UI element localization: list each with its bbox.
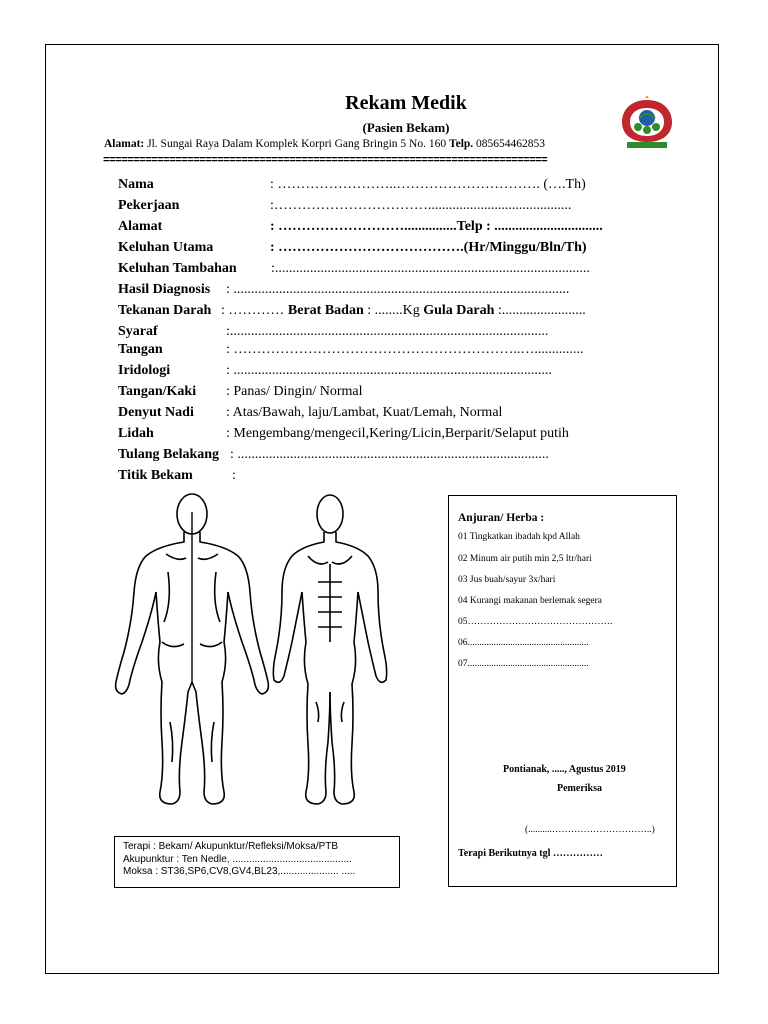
clinic-logo-icon [617, 96, 677, 150]
tekanan-darah-label: Tekanan Darah [118, 303, 212, 318]
body-front-diagram-icon [268, 492, 393, 810]
header-divider: ========================================================================== [103, 155, 548, 167]
tekanan-darah-value [221, 303, 586, 319]
hasil-diagnosis-value: : ................................................................................................ [226, 282, 570, 297]
field-nama [118, 177, 154, 193]
syaraf-value: :........................................................................................... [226, 324, 549, 339]
body-back-diagram-icon [112, 492, 272, 810]
field-pekerjaan [118, 198, 179, 214]
field-tangan-kaki [118, 384, 196, 400]
gula-darah-label: Gula Darah [423, 303, 495, 318]
alamat-label: Alamat [118, 219, 163, 234]
terapi-box [114, 836, 400, 888]
anjuran-item: 07................................................... [458, 659, 589, 669]
pekerjaan-value: :……………………………......................................... [270, 198, 572, 213]
tangan-value: : ……………………………………………………..….............. [226, 342, 584, 357]
gula-darah-value: :........................ [494, 303, 586, 318]
terapi-line: Terapi : Bekam/ Akupunktur/Refleksi/Moksa/PTB [123, 841, 339, 852]
titik-bekam-label: Titik Bekam [118, 468, 193, 483]
hasil-diagnosis-label: Hasil Diagnosis [118, 282, 211, 297]
tangan-label: Tangan [118, 342, 163, 357]
keluhan-utama-value: : ………………………………….(Hr/Minggu/Bln/Th) [270, 240, 587, 255]
anjuran-herba-box [448, 495, 677, 887]
alamat-value: : ………………………...............Telp : ............................... [270, 219, 603, 234]
field-lidah [118, 426, 154, 442]
tekanan-darah-dots: : ………… [221, 303, 288, 318]
lidah-value: : Mengembang/mengecil,Kering/Licin,Berparit/Selaput putih [226, 426, 569, 441]
titik-bekam-value: : [232, 468, 236, 483]
field-keluhan-utama [118, 240, 213, 256]
field-tulang-belakang [118, 447, 219, 463]
anjuran-item: 06................................................... [458, 638, 589, 648]
terapi-berikutnya [458, 848, 603, 859]
anjuran-title: Anjuran/ Herba : [458, 512, 545, 524]
field-keluhan-tambahan [118, 261, 237, 277]
terapi-berikutnya-text: Terapi Berikutnya tgl …………… [458, 848, 603, 859]
denyut-nadi-value: : Atas/Bawah, laju/Lambat, Kuat/Lemah, Normal [226, 405, 503, 420]
anjuran-item: 03 Jus buah/sayur 3x/hari [458, 575, 556, 585]
berat-badan-value: : ........Kg [363, 303, 424, 318]
tulang-belakang-value: : ......................................................................................... [230, 447, 549, 462]
phone-label: Telp. [448, 138, 474, 150]
field-titik-bekam [118, 468, 193, 484]
field-hasil-diagnosis [118, 282, 210, 298]
keluhan-tambahan-value: :.......................................................................................... [271, 261, 590, 276]
signature-line: (..........…………………………..) [525, 825, 655, 835]
address-label: Alamat: [104, 138, 145, 150]
address-text: Jl. Sungai Raya Dalam Komplek Korpri Gang Bringin 5 No. 160 [147, 138, 447, 150]
field-iridologi [118, 363, 170, 379]
anjuran-item: 01 Tingkatkan ibadah kpd Allah [458, 532, 580, 542]
anjuran-item: 05………………………………………. [458, 617, 613, 627]
iridologi-value: : ........................................................................................... [226, 363, 552, 378]
field-alamat [118, 219, 162, 235]
nama-label: Nama [118, 177, 154, 192]
field-tekanan-darah [118, 303, 211, 319]
field-denyut-nadi [118, 405, 194, 421]
tulang-belakang-label: Tulang Belakang [118, 447, 220, 462]
denyut-nadi-label: Denyut Nadi [118, 405, 194, 420]
syaraf-label: Syaraf [118, 324, 158, 339]
anjuran-item: 02 Minum air putih min 2,5 ltr/hari [458, 554, 592, 564]
phone-number: 085654462853 [476, 138, 546, 150]
anjuran-item: 04 Kurangi makanan berlemak segera [458, 596, 603, 606]
pemeriksa-label: Pemeriksa [557, 783, 602, 794]
page-subtitle: (Pasien Bekam) [362, 120, 450, 135]
tangan-kaki-label: Tangan/Kaki [118, 384, 197, 399]
keluhan-utama-label: Keluhan Utama [118, 240, 214, 255]
place-date: Pontianak, ....., Agustus 2019 [503, 764, 626, 775]
pekerjaan-label: Pekerjaan [118, 198, 180, 213]
field-syaraf [118, 324, 158, 340]
iridologi-label: Iridologi [118, 363, 171, 378]
moksa-line: Moksa : ST36,SP6,CV8,GV4,BL23,..................... ..... [123, 866, 356, 877]
address-line [104, 138, 545, 150]
berat-badan-label: Berat Badan [287, 303, 364, 318]
lidah-label: Lidah [118, 426, 154, 441]
akupunktur-line: Akupunktur : Ten Nedle, ........................................... [123, 853, 352, 865]
tangan-kaki-value: : Panas/ Dingin/ Normal [226, 384, 363, 399]
nama-value: : ……………………..…………………………. (….Th) [270, 177, 586, 192]
field-tangan [118, 342, 163, 358]
keluhan-tambahan-label: Keluhan Tambahan [118, 261, 237, 276]
page-title: Rekam Medik [345, 92, 467, 114]
